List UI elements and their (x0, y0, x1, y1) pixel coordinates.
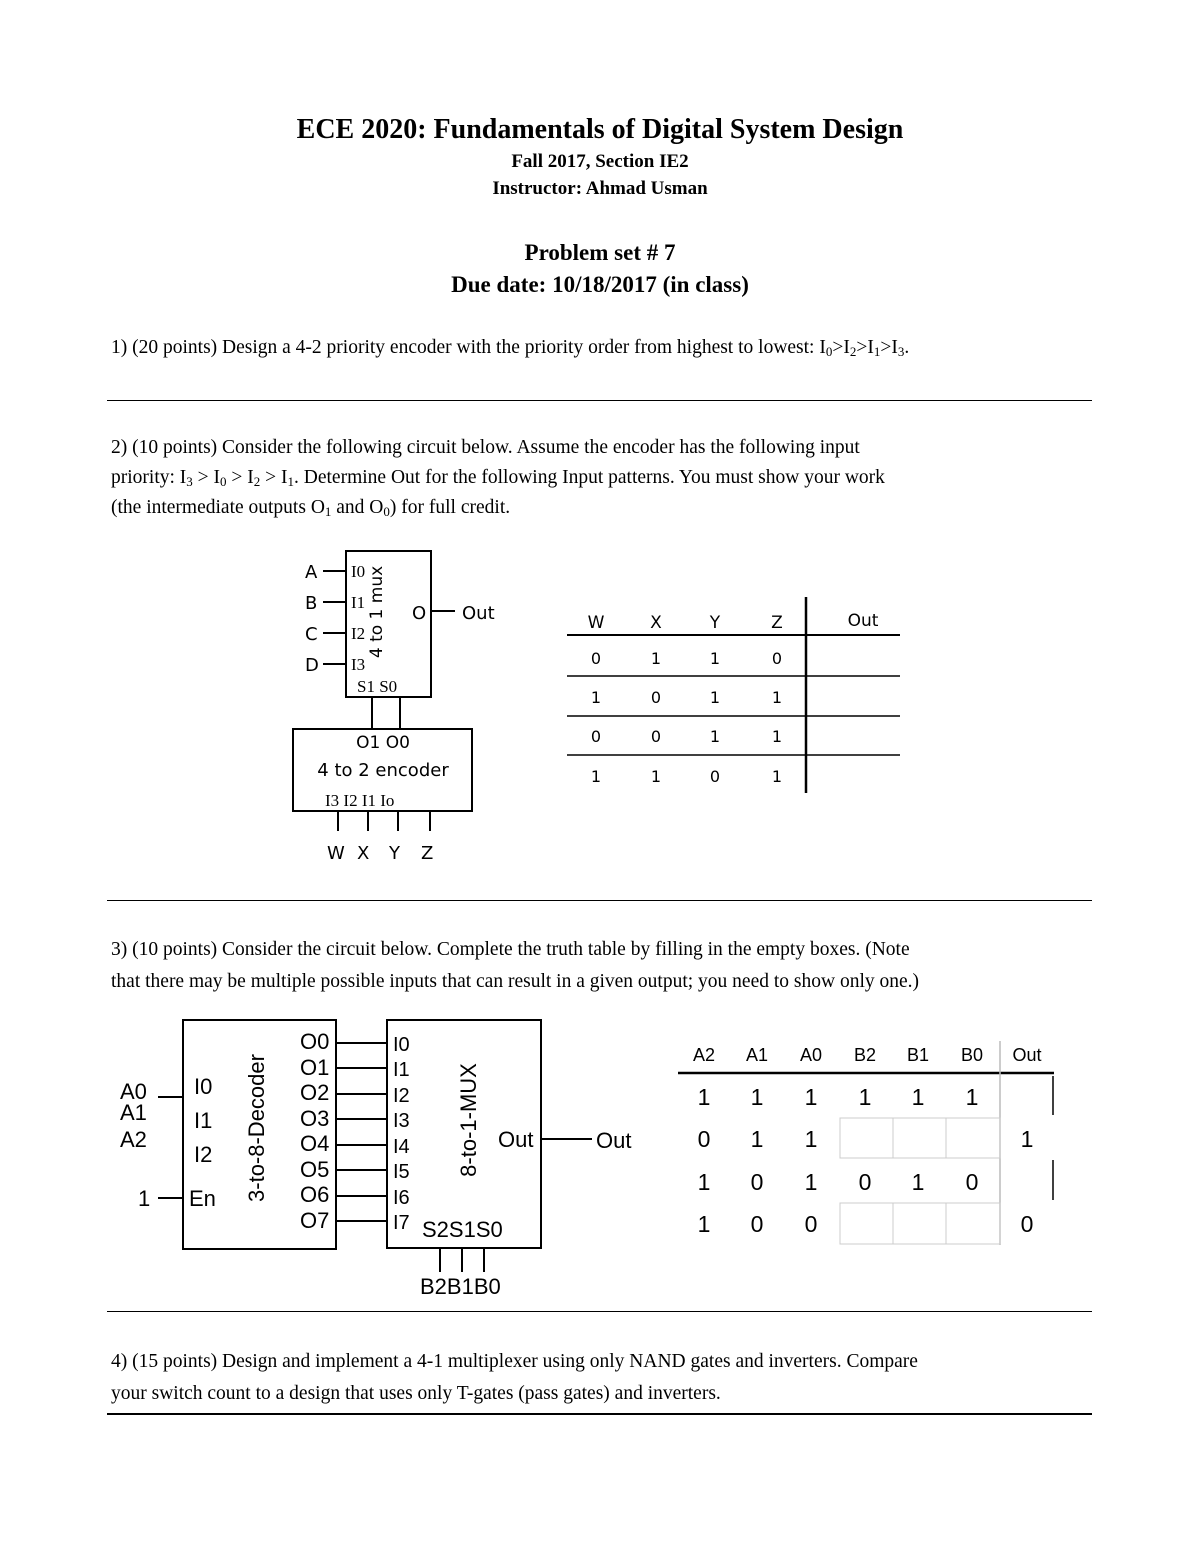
q3-cell: 0 (1020, 1211, 1034, 1237)
document-title: ECE 2020: Fundamentals of Digital System Design (296, 114, 904, 145)
q1-end: . (904, 337, 910, 358)
q4-line-2: your switch count to a design that uses only T-gates (pass gates) and inverters. (111, 1383, 721, 1404)
mux8-pin: I6 (393, 1187, 410, 1209)
course-term: Fall 2017, Section IE2 (511, 151, 689, 172)
question-4 (111, 1346, 1101, 1410)
q2-cell: 1 (650, 649, 662, 668)
encoder-label: 4 to 2 encoder (317, 760, 449, 781)
decoder-label: 3-to-8-Decoder (244, 1054, 269, 1202)
q3-cell: 0 (804, 1211, 818, 1237)
q2-input-label: B (305, 593, 318, 614)
decoder-output: O6 (300, 1182, 330, 1207)
mux8-pin: I0 (393, 1034, 410, 1056)
q2-text: ) for full credit. (389, 497, 511, 518)
q3-cell: 1 (697, 1169, 711, 1195)
mux8-pin: I3 (393, 1110, 410, 1132)
mux8-pin: I4 (393, 1136, 410, 1158)
encoder-outputs: O1 O0 (356, 733, 410, 753)
q2-sub: 0 (383, 504, 390, 519)
mux-out-pin: O (412, 603, 427, 624)
select-inputs: B2B1B0 (420, 1274, 501, 1299)
decoder-pin: I1 (194, 1108, 213, 1133)
q3-table-header: B0 (960, 1045, 984, 1065)
decoder-output: O0 (300, 1029, 330, 1054)
mux8-pin: I2 (393, 1085, 410, 1107)
q2-bottom-input: Y (389, 843, 400, 864)
decoder-output: O7 (300, 1208, 330, 1233)
q3-cell: 1 (804, 1126, 818, 1152)
q3-table-header: B2 (853, 1045, 877, 1065)
q2-out-label: Out (462, 603, 495, 624)
q2-sub: 1 (324, 504, 332, 519)
q3-cell: 1 (697, 1084, 711, 1110)
q2-text: and O (331, 497, 384, 518)
q3-cell: 1 (697, 1211, 711, 1237)
problem-set-title: Problem set # 7 (524, 240, 676, 265)
mux-label: 4 to 1 mux (367, 565, 387, 659)
due-date: Due date: 10/18/2017 (in class) (451, 272, 749, 297)
q2-table-header: W (587, 613, 605, 633)
q2-cell: 0 (590, 727, 602, 746)
mux8-pin: I5 (393, 1161, 410, 1183)
q2-cell: 1 (650, 767, 662, 786)
q2-text: > I (226, 467, 254, 488)
q2-cell: 1 (771, 767, 783, 786)
q3-cell: 1 (804, 1169, 818, 1195)
q2-cell: 1 (709, 649, 721, 668)
q1-gt: >I (880, 337, 898, 358)
q2-table-header: X (650, 613, 662, 633)
q2-text: > I (192, 467, 221, 488)
q3-cell: 1 (750, 1084, 764, 1110)
q3-cell: 0 (750, 1169, 764, 1195)
mux-pin: I2 (351, 624, 366, 643)
decoder-pin: En (189, 1186, 216, 1211)
q2-text: (the intermediate outputs O (111, 497, 325, 518)
mux8-selects: S2S1S0 (422, 1217, 503, 1242)
encoder-inputs: I3 I2 I1 Io (325, 791, 395, 810)
q2-cell: 0 (650, 727, 662, 746)
q3-cell: 0 (858, 1169, 872, 1195)
q3-cell: 1 (1020, 1126, 1034, 1152)
q2-cell: 0 (650, 688, 662, 707)
q2-cell: 1 (590, 767, 602, 786)
mux8-pin: I7 (393, 1212, 410, 1234)
q3-line-1: 3) (10 points) Consider the circuit below. Complete the truth table by filling in the empty boxes. (Note (111, 939, 910, 960)
q3-table-header: Out (1012, 1045, 1042, 1065)
q2-cell: 1 (771, 688, 783, 707)
q3-cell: 1 (804, 1084, 818, 1110)
q2-bottom-input: W (327, 843, 345, 864)
q2-sub: 3 (186, 474, 193, 489)
q2-sub: 1 (287, 474, 295, 489)
q2-cell: 1 (590, 688, 602, 707)
q1-gt: >I (832, 337, 850, 358)
decoder-output: O1 (300, 1055, 330, 1080)
q2-sub: 0 (220, 474, 227, 489)
mux-selects: S1 S0 (357, 677, 398, 696)
q3-table-header: A2 (692, 1045, 716, 1065)
q2-line-1: 2) (10 points) Consider the following circuit below. Assume the encoder has the following input (111, 437, 860, 458)
q4-line-1: 4) (15 points) Design and implement a 4-1 multiplexer using only NAND gates and inverters. Compare (111, 1351, 918, 1372)
q2-bottom-input: X (357, 843, 370, 864)
q2-table-header: Out (847, 611, 879, 631)
mux-pin: I1 (351, 593, 366, 612)
q2-cell: 1 (709, 688, 721, 707)
decoder-pin: I0 (194, 1074, 213, 1099)
q3-cell: 1 (750, 1126, 764, 1152)
q3-cell: 1 (965, 1084, 979, 1110)
q2-text: priority: I (111, 467, 187, 488)
q1-text: 1) (20 points) Design a 4-2 priority encoder with the priority order from highest to lowest: I (111, 337, 826, 358)
q1-sub: 0 (825, 344, 833, 359)
enable-value: 1 (138, 1186, 151, 1211)
q3-line-2: that there may be multiple possible inputs that can result in a given output; you need to show only one.) (111, 971, 920, 992)
decoder-output: O5 (300, 1157, 330, 1182)
decoder-output: O4 (300, 1131, 330, 1156)
q3-cell: 1 (911, 1084, 925, 1110)
q3-cell: 1 (858, 1084, 872, 1110)
q3-out-label: Out (596, 1128, 632, 1153)
mux-pin: I0 (351, 562, 366, 581)
decoder-pin: I2 (194, 1142, 213, 1167)
decoder-output: O2 (300, 1080, 330, 1105)
q2-table-header: Z (771, 613, 783, 633)
mux8-pin: I1 (393, 1059, 410, 1081)
q2-input-label: A (305, 562, 318, 583)
q3-cell: 0 (965, 1169, 979, 1195)
q3-cell: 0 (697, 1126, 711, 1152)
q1-sub: 2 (849, 344, 857, 359)
instructor: Instructor: Ahmad Usman (492, 178, 708, 199)
q2-cell: 0 (771, 649, 783, 668)
q2-cell: 0 (709, 767, 721, 786)
mux-pin: I3 (351, 655, 366, 674)
q3-cell: 1 (911, 1169, 925, 1195)
q3-table-header: A1 (745, 1045, 769, 1065)
q1-sub: 1 (873, 344, 881, 359)
q2-cell: 1 (709, 727, 721, 746)
q2-bottom-input: Z (421, 843, 434, 864)
q2-cell: 0 (590, 649, 602, 668)
q2-text: . Determine Out for the following Input patterns. You must show your work (294, 467, 885, 488)
q3-input-label: A1 (120, 1100, 147, 1125)
q2-input-label: C (305, 624, 318, 645)
mux8-label: 8-to-1-MUX (456, 1063, 481, 1177)
q3-input-label: A2 (120, 1127, 147, 1152)
q2-cell: 1 (771, 727, 783, 746)
q3-cell: 0 (750, 1211, 764, 1237)
q3-table-header: B1 (906, 1045, 930, 1065)
q1-gt: >I (856, 337, 874, 358)
q2-sub: 2 (253, 474, 261, 489)
divider (107, 1311, 1092, 1312)
q3-input-label: A0 (120, 1079, 147, 1104)
q2-text: > I (260, 467, 288, 488)
divider (107, 1413, 1092, 1415)
q2-table-header: Y (709, 613, 721, 633)
q3-table-header: A0 (799, 1045, 823, 1065)
mux8-out-pin: Out (498, 1127, 534, 1152)
decoder-output: O3 (300, 1106, 330, 1131)
q2-input-label: D (305, 655, 319, 676)
q1-sub: 3 (897, 344, 905, 359)
